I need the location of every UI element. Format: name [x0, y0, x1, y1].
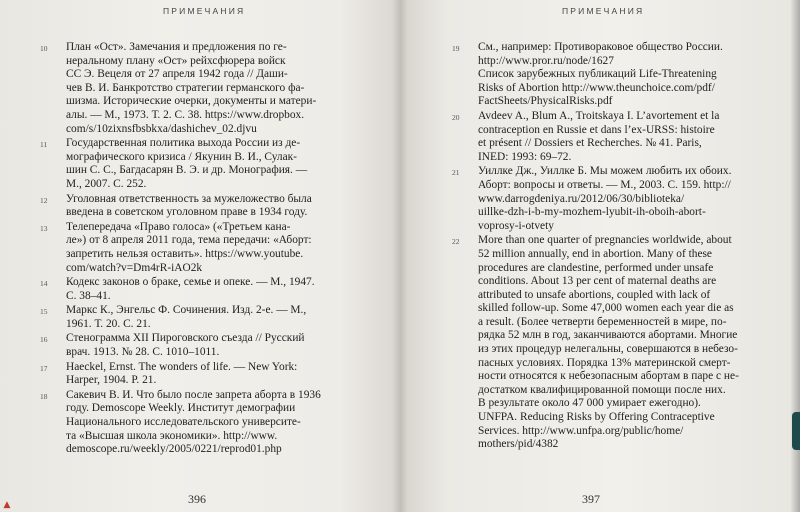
- footnote: [452, 234, 752, 452]
- footnote-number: 10: [40, 44, 48, 53]
- footnote-number: 12: [40, 195, 48, 205]
- footnote-number: 18: [40, 391, 48, 401]
- footnote-line: contraception en Russie et dans l’ex-URSS: histoire: [478, 123, 715, 136]
- footnote: [40, 304, 340, 331]
- footnote: [452, 165, 752, 233]
- footnote: [40, 41, 340, 136]
- footnote-number: 14: [40, 279, 48, 289]
- footnote-line: неральному плану «Ост» рейхсфюрера войск: [66, 54, 286, 67]
- footnote-number: 21: [452, 168, 460, 178]
- footnote-line: М., 2007. С. 252.: [66, 177, 147, 190]
- footnote: [40, 332, 340, 359]
- footnote-text: [478, 234, 752, 452]
- footnote-line: мографического кризиса / Якунин В. И., Сулак-: [66, 150, 297, 163]
- footnote-text: [66, 137, 340, 191]
- footnote-line: Кодекс законов о браке, семье и опеке. — М., 1947.: [66, 276, 315, 289]
- page-number: 397: [582, 492, 600, 506]
- footnote-line: Harper, 1904. P. 21.: [66, 374, 157, 387]
- footnote-line: ле») от 8 апреля 2011 года, тема передачи: «Аборт:: [66, 234, 312, 247]
- footnote-line: В результате около 47 000 умирает ежегодно).: [478, 397, 701, 410]
- footnote-line: a result. (Более четверти беременностей в мире, по-: [478, 315, 727, 328]
- footnote-number: 13: [40, 223, 48, 233]
- footnote-line: та «Высшая школа экономики». http://www.: [66, 429, 278, 442]
- footnote-text: [66, 361, 340, 388]
- footnote-line: Телепередача «Право голоса» («Третьем кана-: [66, 220, 291, 233]
- footnote-line: из этих процедур нелегальны, совершаются в небезо-: [478, 343, 738, 356]
- footnote: [452, 110, 752, 164]
- corner-mark-icon: ▲: [3, 500, 11, 510]
- right-page: [400, 0, 800, 512]
- footnote-line: рядка 52 млн в год, заканчиваются абортами. Многие: [478, 329, 738, 342]
- page-number: 396: [188, 492, 206, 506]
- footnote-text: [478, 41, 752, 109]
- footnote-line: Services. http://www.unfpa.org/public/home/: [478, 424, 684, 437]
- footnote: [40, 389, 340, 457]
- footnote-line: com/s/10zixnsfbsbkxa/dashichev_02.djvu: [66, 122, 257, 135]
- footnote-line: пасных условиях. Порядка 13% материнской смерт-: [478, 356, 731, 369]
- footnote-line: С. 38–41.: [66, 289, 111, 302]
- footnote-number: 19: [452, 44, 460, 53]
- footnote-line: mothers/pid/4382: [478, 438, 559, 451]
- footnote-line: ности относятся к небезопасным абортам в паре с не-: [478, 370, 739, 383]
- footnote-line: 52 million annually, end in abortion. Many of these: [478, 247, 712, 260]
- footnote-text: [66, 304, 340, 331]
- footnote-number: 20: [452, 112, 460, 122]
- footnote-line: алы. — М., 1973. Т. 2. С. 38. https://www.dropbox.: [66, 108, 305, 121]
- footnote-line: году. Demoscope Weekly. Институт демографии: [66, 402, 296, 415]
- footnote-number: 15: [40, 307, 48, 317]
- footnote-line: procedures are clandestine, performed under unsafe: [478, 261, 714, 274]
- footnote-line: www.darrogdeniya.ru/2012/06/30/biblioteka/: [478, 192, 685, 205]
- footnote-line: 1961. Т. 20. С. 21.: [66, 317, 151, 330]
- footnote-text: [66, 389, 340, 457]
- footnote-line: skilled follow-up. Some 47,000 women each year die as: [478, 302, 734, 315]
- footnote-line: et présent // Dossiers et Recherches. № 41. Paris,: [478, 137, 702, 150]
- footnote-line: conditions. About 13 per cent of maternal deaths are: [478, 275, 717, 288]
- footnote-text: [66, 276, 340, 303]
- footnote-line: СС Э. Вецеля от 27 апреля 1942 года // Даши-: [66, 68, 288, 81]
- footnote-line: Сакевич В. И. Что было после запрета аборта в 1936: [66, 388, 321, 401]
- footnote: [40, 276, 340, 303]
- notes-list: [40, 41, 340, 458]
- footnote-line: запретить нельзя оставить». https://www.youtube.: [66, 247, 304, 260]
- footnote-line: UNFPA. Reducing Risks by Offering Contraceptive: [478, 411, 715, 424]
- footnote-line: voprosy-i-otvety: [478, 219, 554, 232]
- footnote: [40, 137, 340, 191]
- footnote-text: [478, 165, 752, 233]
- footnote-line: Стенограмма XII Пироговского съезда // Русский: [66, 332, 305, 345]
- footnote: [40, 221, 340, 275]
- footnote-number: 16: [40, 335, 48, 345]
- running-head: ПРИМЕЧАНИЯ: [163, 6, 246, 16]
- footnote-number: 17: [40, 363, 48, 373]
- footnote-line: FactSheets/PhysicalRisks.pdf: [478, 95, 613, 108]
- footnote-line: Маркс К., Энгельс Ф. Сочинения. Изд. 2-е. — М.,: [66, 304, 307, 317]
- footnote-line: Аборт: вопросы и ответы. — М., 2003. С. 159. http://: [478, 178, 731, 191]
- footnote: [40, 193, 340, 220]
- footnote-line: достатком квалифицированной помощи после них.: [478, 383, 726, 396]
- footnote-line: Уиллке Дж., Уиллке Б. Мы можем любить их обоих.: [478, 165, 732, 178]
- footnote-line: См., например: Противораковое общество России.: [478, 41, 723, 53]
- footnote-line: Список зарубежных публикаций Life-Threatening: [478, 68, 717, 81]
- footnote-line: Государственная политика выхода России из де-: [66, 137, 301, 150]
- footnote: [40, 361, 340, 388]
- footnote-line: uillke-dzh-i-b-my-mozhem-lyubit-ih-oboih-abort-: [478, 206, 706, 219]
- footnote-text: [66, 221, 340, 275]
- footnote-line: Уголовная ответственность за мужеложество была: [66, 192, 312, 205]
- footnote-line: врач. 1913. № 28. С. 1010–1011.: [66, 346, 220, 359]
- footnote-line: com/watch?v=Dm4rR-iAO2k: [66, 261, 203, 274]
- footnote-line: Национального исследовательского университе-: [66, 416, 301, 429]
- footnote-line: шин С. С., Багдасарян В. Э. и др. Монография. —: [66, 164, 308, 177]
- footnote-text: [478, 110, 752, 164]
- footnote-line: Avdeev A., Blum A., Troitskaya I. L’avortement et la: [478, 109, 720, 122]
- footnote-number: 22: [452, 237, 460, 247]
- footnote-text: [66, 41, 340, 136]
- book-gutter: [392, 0, 408, 512]
- bookmark-ribbon: [792, 412, 800, 450]
- footnote: [452, 41, 752, 109]
- footnote-line: More than one quarter of pregnancies worldwide, about: [478, 234, 732, 247]
- footnote-text: [66, 332, 340, 359]
- footnote-line: demoscope.ru/weekly/2005/0221/reprod01.php: [66, 443, 282, 456]
- footnote-line: Haeckel, Ernst. The wonders of life. — New York:: [66, 360, 298, 373]
- notes-list: [452, 41, 752, 453]
- footnote-line: введена в советском уголовном праве в 1934 году.: [66, 206, 308, 219]
- footnote-line: План «Ост». Замечания и предложения по ге-: [66, 41, 287, 53]
- footnote-line: шизма. Исторические очерки, документы и матери-: [66, 95, 317, 108]
- footnote-line: Risks of Abortion http://www.theunchoice.com/pdf/: [478, 81, 715, 94]
- footnote-line: http://www.pror.ru/node/1627: [478, 54, 614, 67]
- footnote-text: [66, 193, 340, 220]
- footnote-line: attributed to unsafe abortions, coupled with lack of: [478, 288, 711, 301]
- footnote-line: INED: 1993: 69–72.: [478, 150, 572, 163]
- running-head: ПРИМЕЧАНИЯ: [562, 6, 645, 16]
- footnote-line: чев В. И. Банкротство стратегии германского фа-: [66, 81, 305, 94]
- footnote-number: 11: [40, 140, 48, 150]
